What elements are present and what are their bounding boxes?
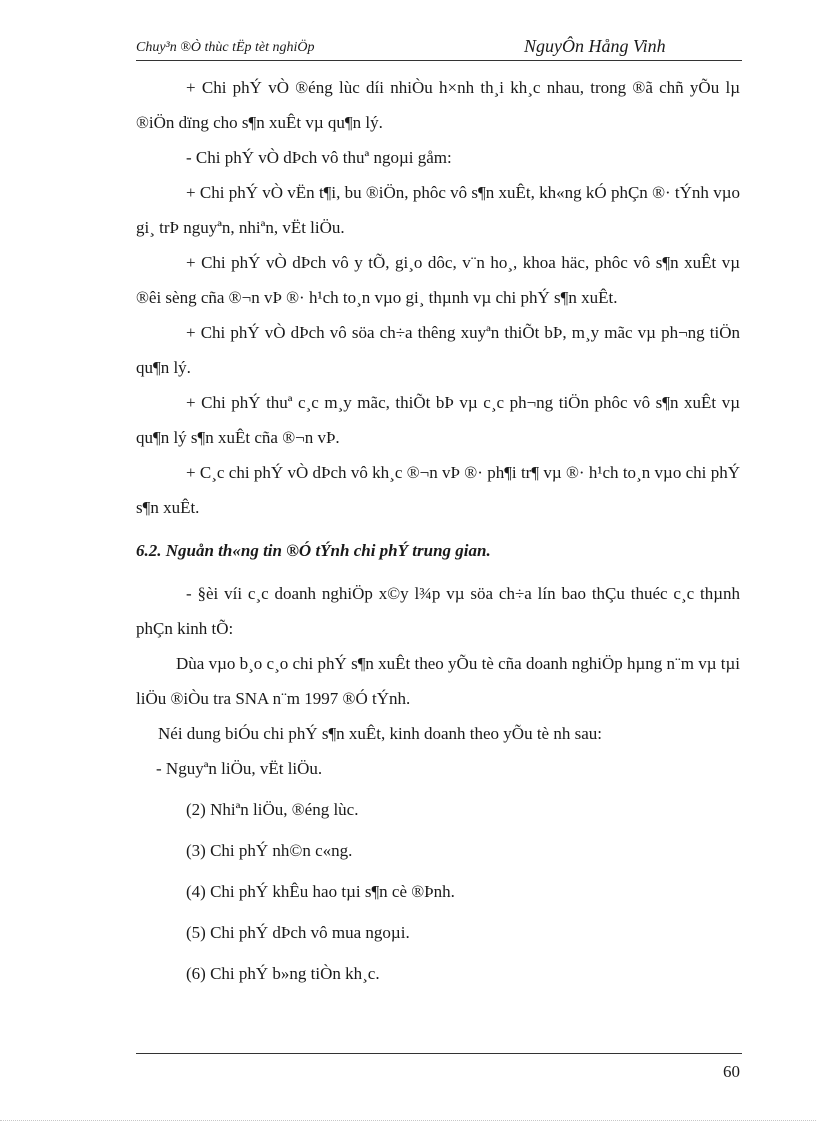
paragraph: + Chi phÝ thuª c¸c m¸y mãc, thiÕt bÞ vµ c¸c ph¬ng tiÖn phôc vô s¶n xuÊt vµ qu¶n lý s¶n xuÊt cña ®¬n vÞ. xyxy=(136,393,740,447)
paragraph: Néi dung biÓu chi phÝ s¶n xuÊt, kinh doanh theo yÕu tè nh sau: xyxy=(158,724,602,743)
page-header xyxy=(136,38,742,60)
cost-element-list xyxy=(136,751,740,991)
page-edge-dotted-line xyxy=(0,1120,816,1121)
paragraph: - Chi phÝ vÒ dÞch vô thuª ngoµi gåm: xyxy=(186,148,452,167)
paragraph: + C¸c chi phÝ vÒ dÞch vô kh¸c ®¬n vÞ ®· ph¶i tr¶ vµ ®· h¹ch to¸n vµo chi phÝ s¶n xuÊt. xyxy=(136,463,740,517)
header-author: NguyÔn Hång Vinh xyxy=(524,36,666,56)
paragraph: - §èi víi c¸c doanh nghiÖp x©y l¾p vµ söa ch÷a lín bao thÇu thuéc c¸c thµnh phÇn kinh tÕ: xyxy=(136,584,740,638)
list-item: - Nguyªn liÖu, vËt liÖu. xyxy=(156,759,323,778)
section-heading: 6.2. Nguån th«ng tin ®Ó tÝnh chi phÝ trung gian. xyxy=(136,541,491,560)
header-thesis-title: Chuy³n ®Ò thùc tËp tèt nghiÖp xyxy=(136,40,315,55)
list-item: (3) Chi phÝ nh©n c«ng. xyxy=(186,841,353,860)
paragraph: + Chi phÝ vÒ dÞch vô söa ch÷a thêng xuyªn thiÕt bÞ, m¸y mãc vµ ph¬ng tiÖn qu¶n lý. xyxy=(136,323,740,377)
page-number: 60 xyxy=(723,1062,740,1081)
paragraph: + Chi phÝ vÒ vËn t¶i, bu ®iÖn, phôc vô s¶n xuÊt, kh«ng kÓ phÇn ®· tÝnh vµo gi¸ trÞ nguyªn, nhiªn, vËt liÖu. xyxy=(136,183,740,237)
page-body xyxy=(136,70,740,991)
list-item: (4) Chi phÝ khÊu hao tµi s¶n cè ®Þnh. xyxy=(186,882,455,901)
footer-divider xyxy=(136,1053,742,1054)
list-item: (5) Chi phÝ dÞch vô mua ngoµi. xyxy=(186,923,410,942)
list-item: (2) Nhiªn liÖu, ®éng lùc. xyxy=(186,800,359,819)
paragraph: + Chi phÝ vÒ dÞch vô y tÕ, gi¸o dôc, v¨n ho¸, khoa häc, phôc vô s¶n xuÊt vµ ®êi sèng cña ®¬n vÞ ®· h¹ch to¸n vµo gi¸ thµnh vµ chi phÝ s¶n xuÊt. xyxy=(136,253,740,307)
paragraph: + Chi phÝ vÒ ®éng lùc díi nhiÒu h×nh th¸i kh¸c nhau, trong ®ã chñ yÕu lµ ®iÖn dïng cho s¶n xuÊt vµ qu¶n lý. xyxy=(136,78,740,132)
list-item: (6) Chi phÝ b»ng tiÒn kh¸c. xyxy=(186,964,380,983)
paragraph: Dùa vµo b¸o c¸o chi phÝ s¶n xuÊt theo yÕu tè cña doanh nghiÖp hµng n¨m vµ tµi liÖu ®iÒu tra SNA n¨m 1997 ®Ó tÝnh. xyxy=(136,654,740,708)
header-divider xyxy=(136,60,742,61)
